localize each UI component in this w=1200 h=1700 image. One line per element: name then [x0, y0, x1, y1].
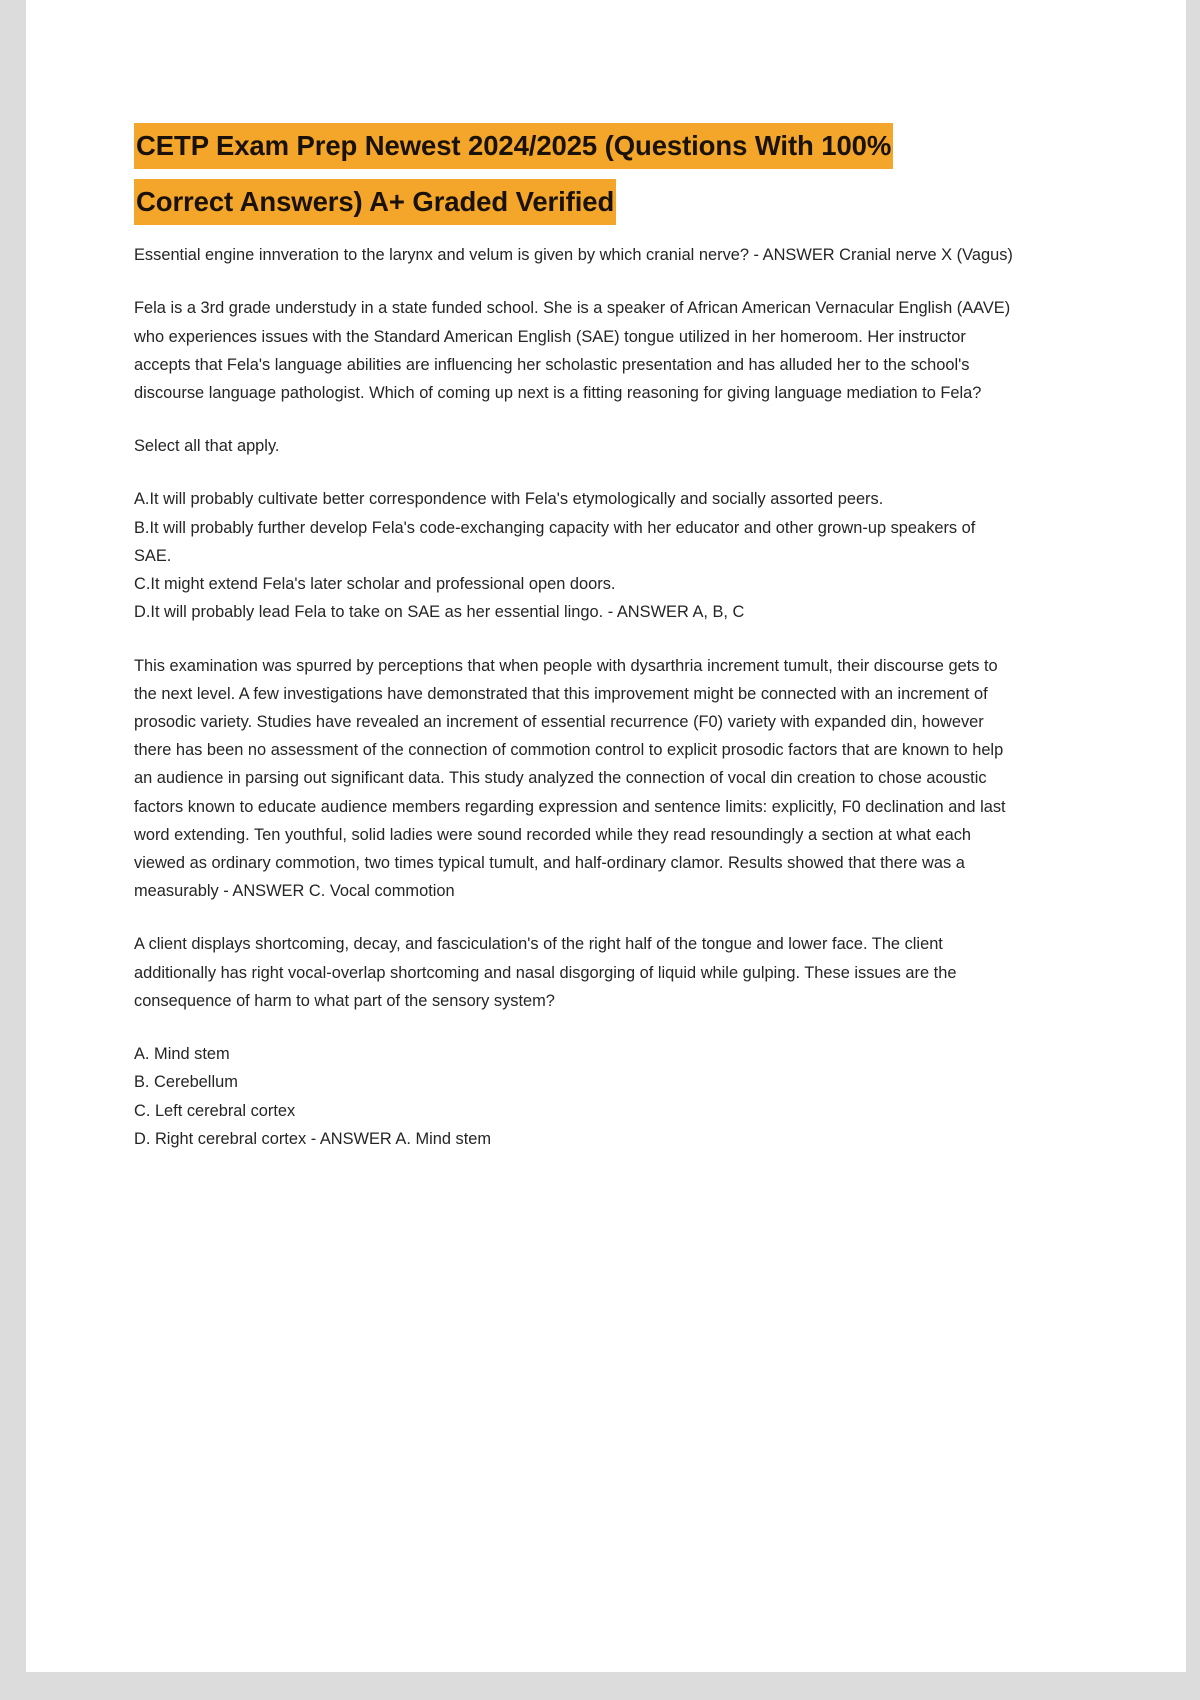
list-item: A.It will probably cultivate better correspondence with Fela's etymologically and socially assorted peers. [134, 490, 884, 509]
document-body [134, 241, 1014, 1153]
list-item: A. Mind stem [134, 1045, 230, 1064]
question-2-options [134, 485, 1014, 626]
list-item: C.It might extend Fela's later scholar and professional open doors. [134, 575, 616, 594]
list-item: D. Right cerebral cortex - ANSWER A. Mind stem [134, 1129, 492, 1148]
list-item: B. Cerebellum [134, 1073, 238, 1092]
question-1-paragraph: Essential engine innveration to the larynx and velum is given by which cranial nerve? - ANSWER Cranial nerve X (Vagus) [134, 246, 1013, 265]
question-3-paragraph: This examination was spurred by perceptions that when people with dysarthria increment tumult, their discourse gets to the next level. A few investigations have demonstrated that this improvement might be connected with an increment of prosodic variety. Studies have revealed an increment of essential recurrence (F0) variety with expanded din, however there has been no assessment of the connection of commotion control to explicit prosodic factors that are known to help an audience in parsing out significant data. This study analyzed the connection of vocal din creation to chose acoustic factors known to educate audience members regarding expression and sentence limits: explicitly, F0 declination and last word extending. Ten youthful, solid ladies were sound recorded while they read resoundingly a section at what each viewed as ordinary commotion, two times typical tumult, and half-ordinary clamor. Results showed that there was a measurably - ANSWER C. Vocal commotion [134, 656, 1006, 901]
page-title-line-1: CETP Exam Prep Newest 2024/2025 (Questions With 100% [134, 123, 893, 169]
question-4-options [134, 1040, 1014, 1153]
document-content [134, 118, 1014, 1178]
page-bottom-gutter [0, 1672, 1200, 1700]
page-left-gutter [0, 0, 26, 1700]
page-right-gutter [1186, 0, 1200, 1700]
question-4-stem: A client displays shortcoming, decay, and fasciculation's of the right half of the tongue and lower face. The client additionally has right vocal-overlap shortcoming and nasal disgorging of liquid while gulping. These issues are the consequence of harm to what part of the sensory system? [134, 935, 957, 1010]
list-item: C. Left cerebral cortex [134, 1101, 296, 1120]
question-2-instruction: Select all that apply. [134, 437, 280, 456]
page-title [134, 118, 1014, 229]
document-sheet [26, 0, 1186, 1672]
list-item: B.It will probably further develop Fela's code-exchanging capacity with her educator and other grown-up speakers of SAE. [134, 518, 976, 565]
list-item: D.It will probably lead Fela to take on SAE as her essential lingo. - ANSWER A, B, C [134, 603, 745, 622]
page-title-line-2: Correct Answers) A+ Graded Verified [134, 179, 616, 225]
question-2-stem: Fela is a 3rd grade understudy in a state funded school. She is a speaker of African American Vernacular English (AAVE) who experiences issues with the Standard American English (SAE) tongue utilized in her homeroom. Her instructor accepts that Fela's language abilities are influencing her scholastic presentation and has alluded her to the school's discourse language pathologist. Which of coming up next is a fitting reasoning for giving language mediation to Fela? [134, 299, 1011, 402]
